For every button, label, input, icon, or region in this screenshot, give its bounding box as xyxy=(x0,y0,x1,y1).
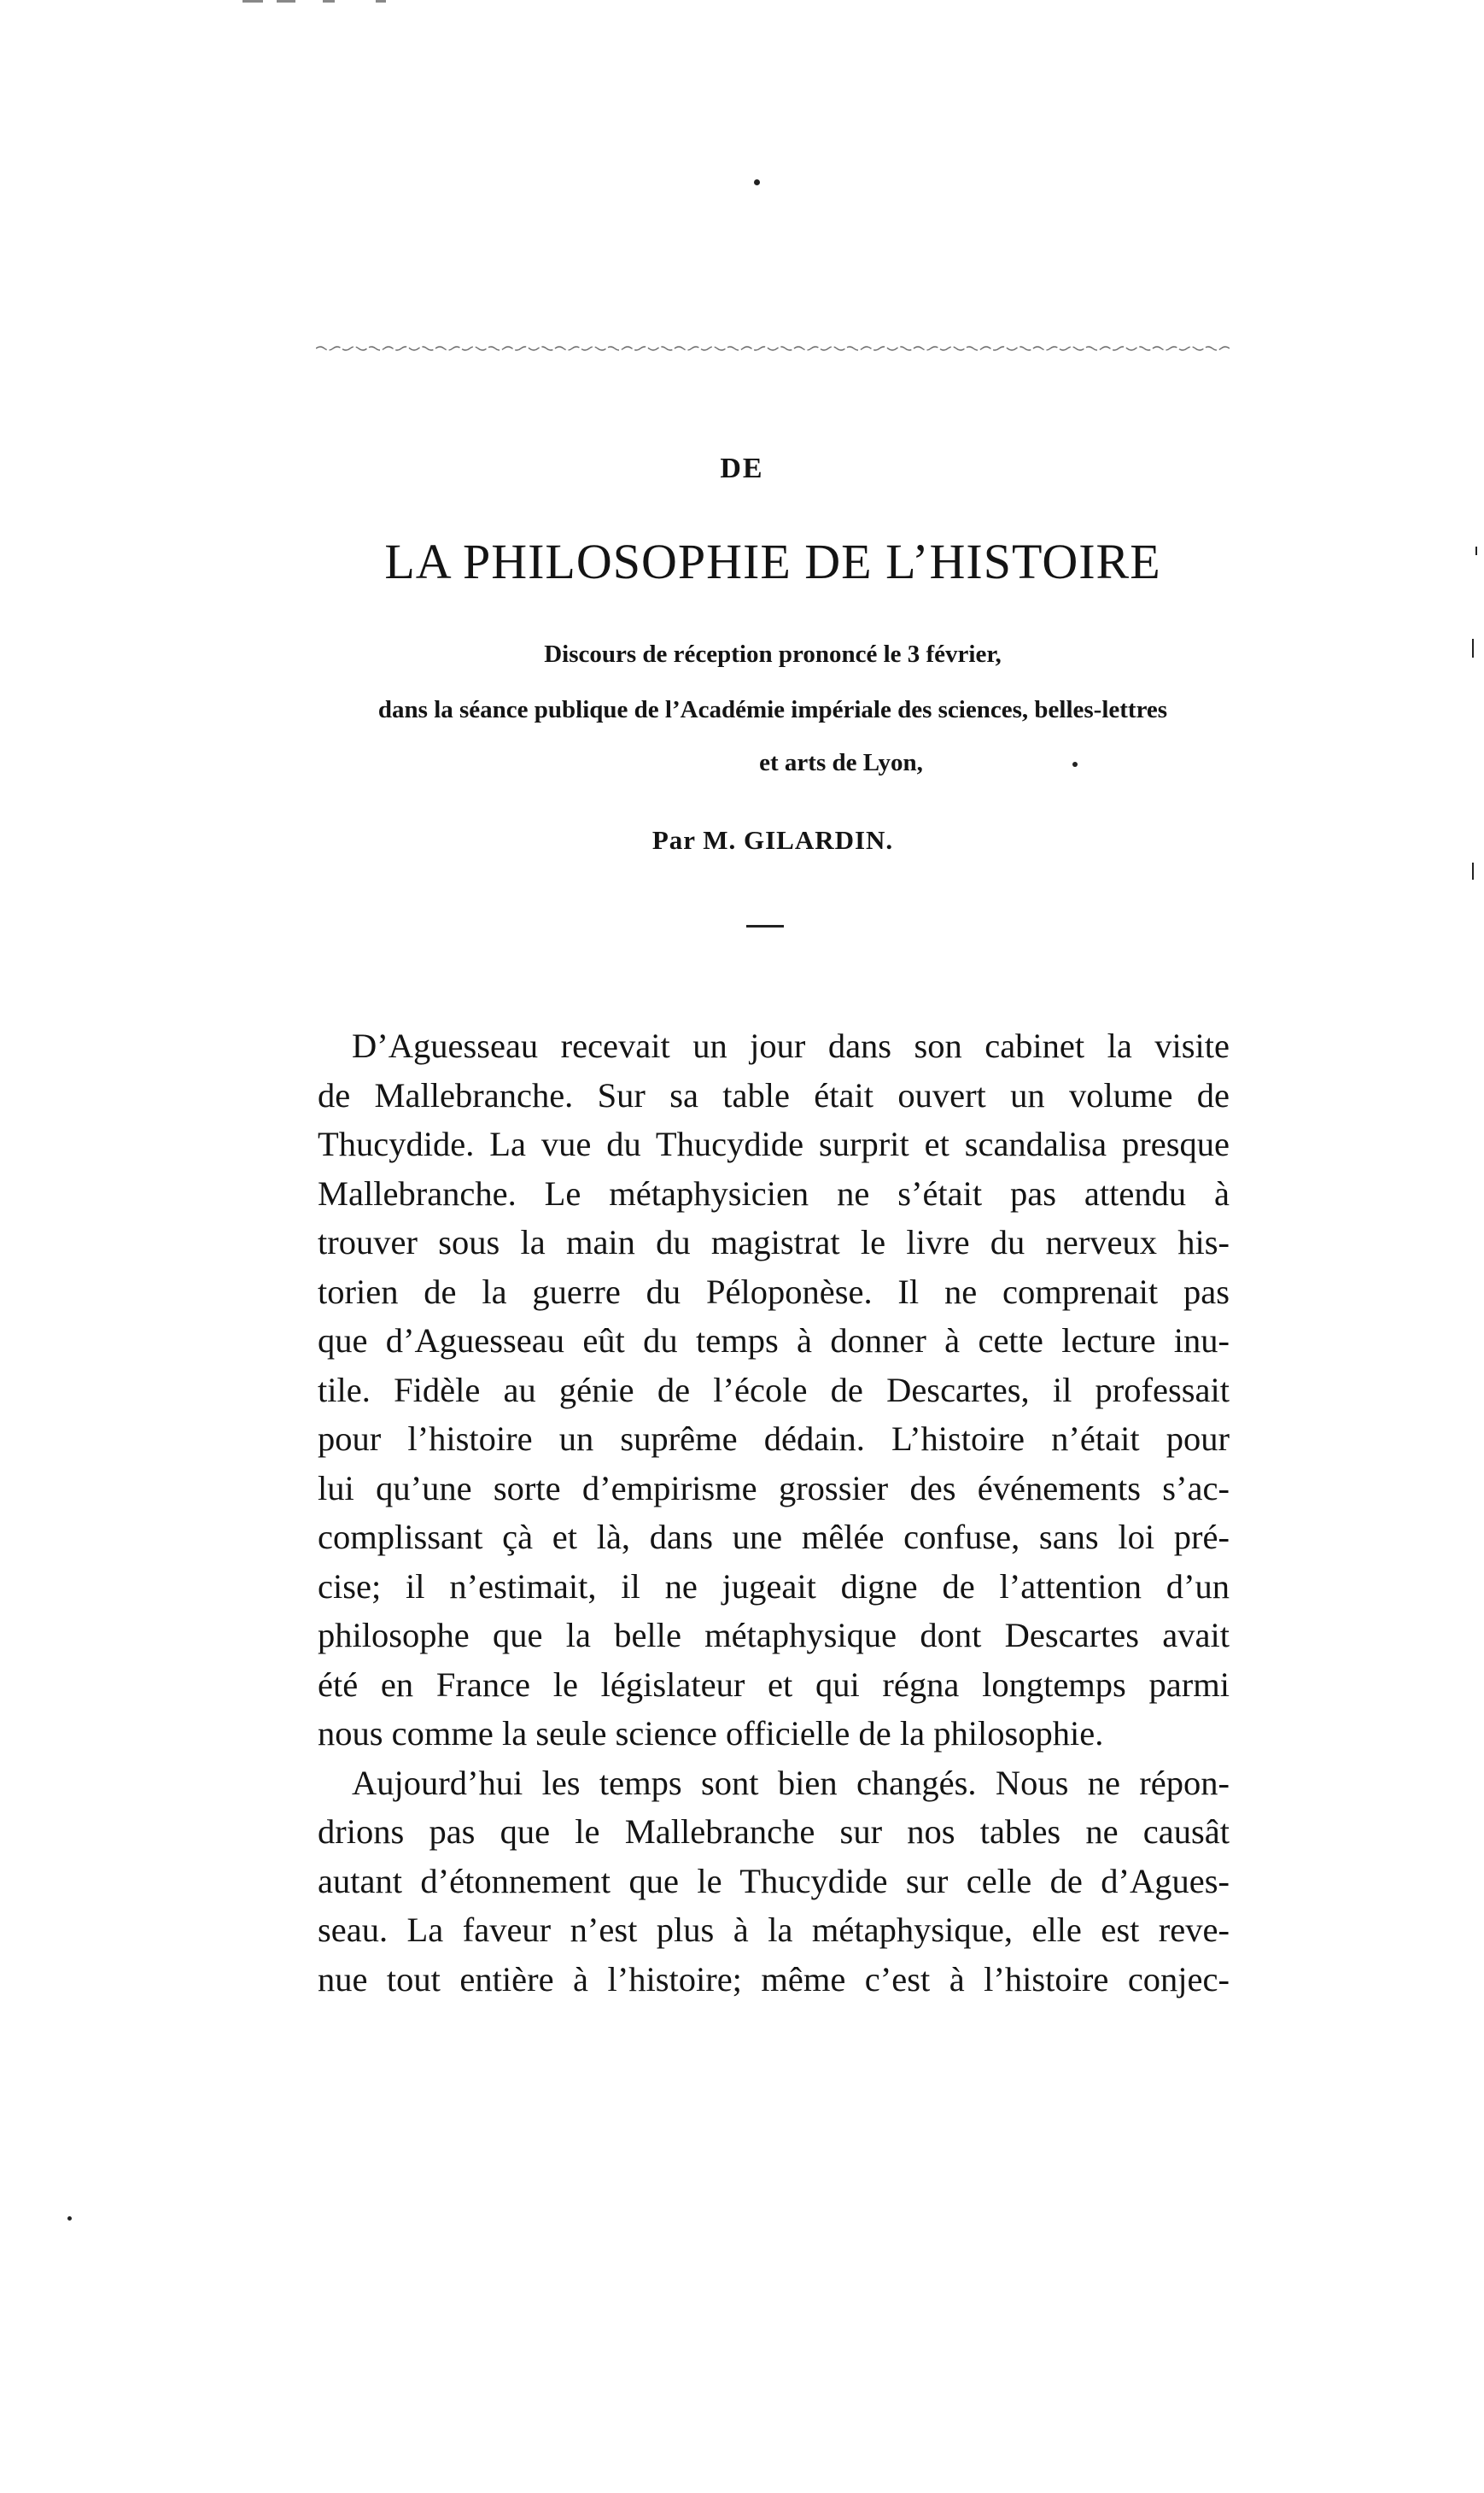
text-line: Aujourd’hui les temps sont bien changés. Nous ne répon- xyxy=(352,1763,1230,1802)
text-line: D’Aguesseau recevait un jour dans son cabinet la visite xyxy=(352,1027,1230,1065)
scan-artifact-dash xyxy=(277,0,295,3)
author-prefix: Par xyxy=(651,825,696,855)
text-line: drions pas que le Mallebranche sur nos tables ne causât xyxy=(318,1812,1230,1851)
text-line: autant d’étonnement que le Thucydide sur celle de d’Agues- xyxy=(318,1861,1230,1900)
text-line: nue tout entière à l’histoire; même c’est à l’histoire conjec- xyxy=(318,1959,1230,1998)
author-line xyxy=(0,825,1484,856)
scan-speck xyxy=(1472,863,1474,880)
scan-artifact-dash xyxy=(376,0,386,3)
subtitle-line: et arts de Lyon, xyxy=(759,749,923,776)
body-text xyxy=(318,1021,1230,2004)
section-divider xyxy=(746,925,784,928)
scan-speck xyxy=(67,2216,72,2221)
text-line: tile. Fidèle au génie de l’école de Descartes, il professait xyxy=(318,1370,1230,1409)
text-line: pour l’histoire un suprême dédain. L’histoire n’était pour xyxy=(318,1419,1230,1458)
text-line: seau. La faveur n’est plus à la métaphysique, elle est reve- xyxy=(318,1911,1230,1949)
scan-speck xyxy=(1472,639,1474,658)
scan-artifact-dash xyxy=(323,0,335,3)
text-line: de Mallebranche. Sur sa table était ouvert un volume de xyxy=(318,1075,1230,1115)
text-line: complissant çà et là, dans une mêlée confuse, sans loi pré- xyxy=(318,1518,1230,1556)
text-line: cise; il n’estimait, il ne jugeait digne de l’attention d’un xyxy=(318,1566,1230,1606)
subtitle-line: Discours de réception prononcé le 3 février, xyxy=(544,641,1002,668)
text-line: nous comme la seule science officielle de la philosophie. xyxy=(318,1714,1104,1753)
scan-artifact-dash xyxy=(242,0,263,3)
text-line: torien de la guerre du Péloponèse. Il ne comprenait pas xyxy=(318,1272,1230,1311)
text-line: Mallebranche. Le métaphysicien ne s’était pas attendu à xyxy=(318,1173,1230,1213)
text-line: trouver sous la main du magistrat le livre du nerveux his- xyxy=(318,1223,1230,1261)
text-line: lui qu’une sorte d’empirisme grossier des événements s’ac- xyxy=(318,1468,1230,1507)
heading-prefix: DE xyxy=(720,453,764,484)
ornamental-rule xyxy=(316,343,1230,354)
text-line: philosophe que la belle métaphysique dont Descartes avait xyxy=(318,1616,1230,1654)
author-name: M. GILARDIN. xyxy=(703,825,894,855)
text-line: que d’Aguesseau eût du temps à donner à cette lecture inu- xyxy=(318,1321,1230,1360)
text-line: été en France le législateur et qui régna longtemps parmi xyxy=(318,1665,1230,1704)
page-title: LA PHILOSOPHIE DE L’HISTOIRE xyxy=(384,534,1161,589)
subtitle-line: dans la séance publique de l’Académie impériale des sciences, belles-lettres xyxy=(377,696,1168,723)
text-line: Thucydide. La vue du Thucydide surprit et scandalisa presque xyxy=(318,1125,1230,1163)
scan-speck xyxy=(754,179,760,185)
